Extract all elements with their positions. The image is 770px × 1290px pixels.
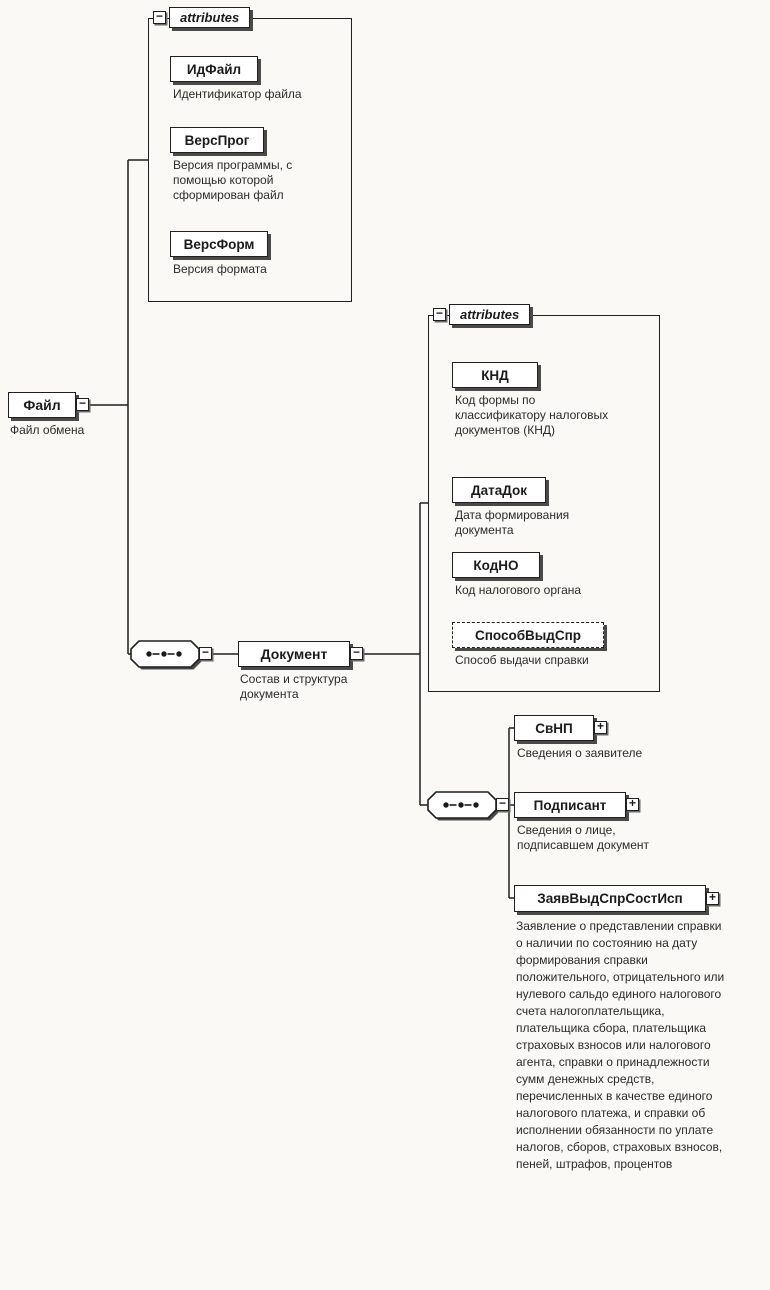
attributes-header-label: attributes bbox=[449, 304, 530, 325]
file-attributes-header bbox=[153, 7, 250, 28]
attribute-knd[interactable]: КНД bbox=[452, 362, 538, 388]
attribute-sposobvydspr-caption: Способ выдачи справки bbox=[455, 653, 589, 667]
attribute-sposobvydspr[interactable]: СпособВыдСпр bbox=[452, 622, 604, 648]
attribute-knd-caption: Код формы по классификатору налоговых документов (КНД) bbox=[455, 393, 609, 437]
attribute-datadok[interactable]: ДатаДок bbox=[452, 477, 546, 503]
sequence-icon bbox=[128, 639, 204, 673]
attribute-kodno[interactable]: КодНО bbox=[452, 552, 540, 578]
element-document-caption: Состав и структура документа bbox=[240, 672, 348, 701]
element-svnp[interactable]: СвНП bbox=[514, 715, 594, 741]
expand-toggle-podpisant[interactable]: + bbox=[626, 798, 639, 811]
attributes-header-label: attributes bbox=[169, 7, 250, 28]
element-zayavvydsprsostisp[interactable]: ЗаявВыдСпрСостИсп bbox=[514, 885, 706, 912]
element-zayavvydsprsostisp-caption: Заявление о представлении справки о наличии по состоянию на дату формирования справки положительного, отрицательного или нулевого сальдо единого налогового счета налогоплательщика, плательщика сбора, плательщика страховых взносов или налогового агента, справки о принадлежности сумм денежных средств, перечисленных в качестве единого налогового платежа, и справки об исполнении обязанности по уплате налогов, сборов, страховых взносов, пеней, штрафов, процентов bbox=[516, 919, 725, 1171]
attribute-versform[interactable]: ВерсФорм bbox=[170, 231, 268, 257]
element-file-caption: Файл обмена bbox=[10, 423, 85, 437]
attribute-kodno-caption: Код налогового органа bbox=[455, 583, 582, 597]
expand-toggle-svnp[interactable]: + bbox=[594, 721, 607, 734]
element-podpisant-caption: Сведения о лице, подписавшем документ bbox=[517, 823, 650, 852]
expand-toggle-zayavvydsprsostisp[interactable]: + bbox=[706, 892, 719, 905]
element-file[interactable]: Файл bbox=[8, 392, 76, 418]
attribute-versprog-caption: Версия программы, с помощью которой сформирован файл bbox=[173, 158, 293, 202]
attribute-versform-caption: Версия формата bbox=[173, 262, 267, 276]
attribute-datadok-caption: Дата формирования документа bbox=[455, 508, 570, 537]
collapse-toggle-sequence-1[interactable]: − bbox=[199, 647, 212, 660]
collapse-toggle-file-attributes[interactable]: − bbox=[153, 11, 166, 24]
document-attributes-header bbox=[433, 304, 530, 325]
element-document[interactable]: Документ bbox=[238, 641, 350, 667]
collapse-toggle-sequence-2[interactable]: − bbox=[496, 798, 509, 811]
collapse-toggle-document-attributes[interactable]: − bbox=[433, 308, 446, 321]
attribute-idfile-caption: Идентификатор файла bbox=[173, 87, 302, 101]
sequence-icon bbox=[425, 790, 501, 824]
collapse-toggle-file[interactable]: − bbox=[76, 398, 89, 411]
collapse-toggle-document[interactable]: − bbox=[350, 647, 363, 660]
attribute-versprog[interactable]: ВерсПрог bbox=[170, 127, 264, 153]
element-svnp-caption: Сведения о заявителе bbox=[517, 746, 643, 760]
element-podpisant[interactable]: Подписант bbox=[514, 792, 626, 818]
attribute-idfile[interactable]: ИдФайл bbox=[170, 56, 258, 82]
